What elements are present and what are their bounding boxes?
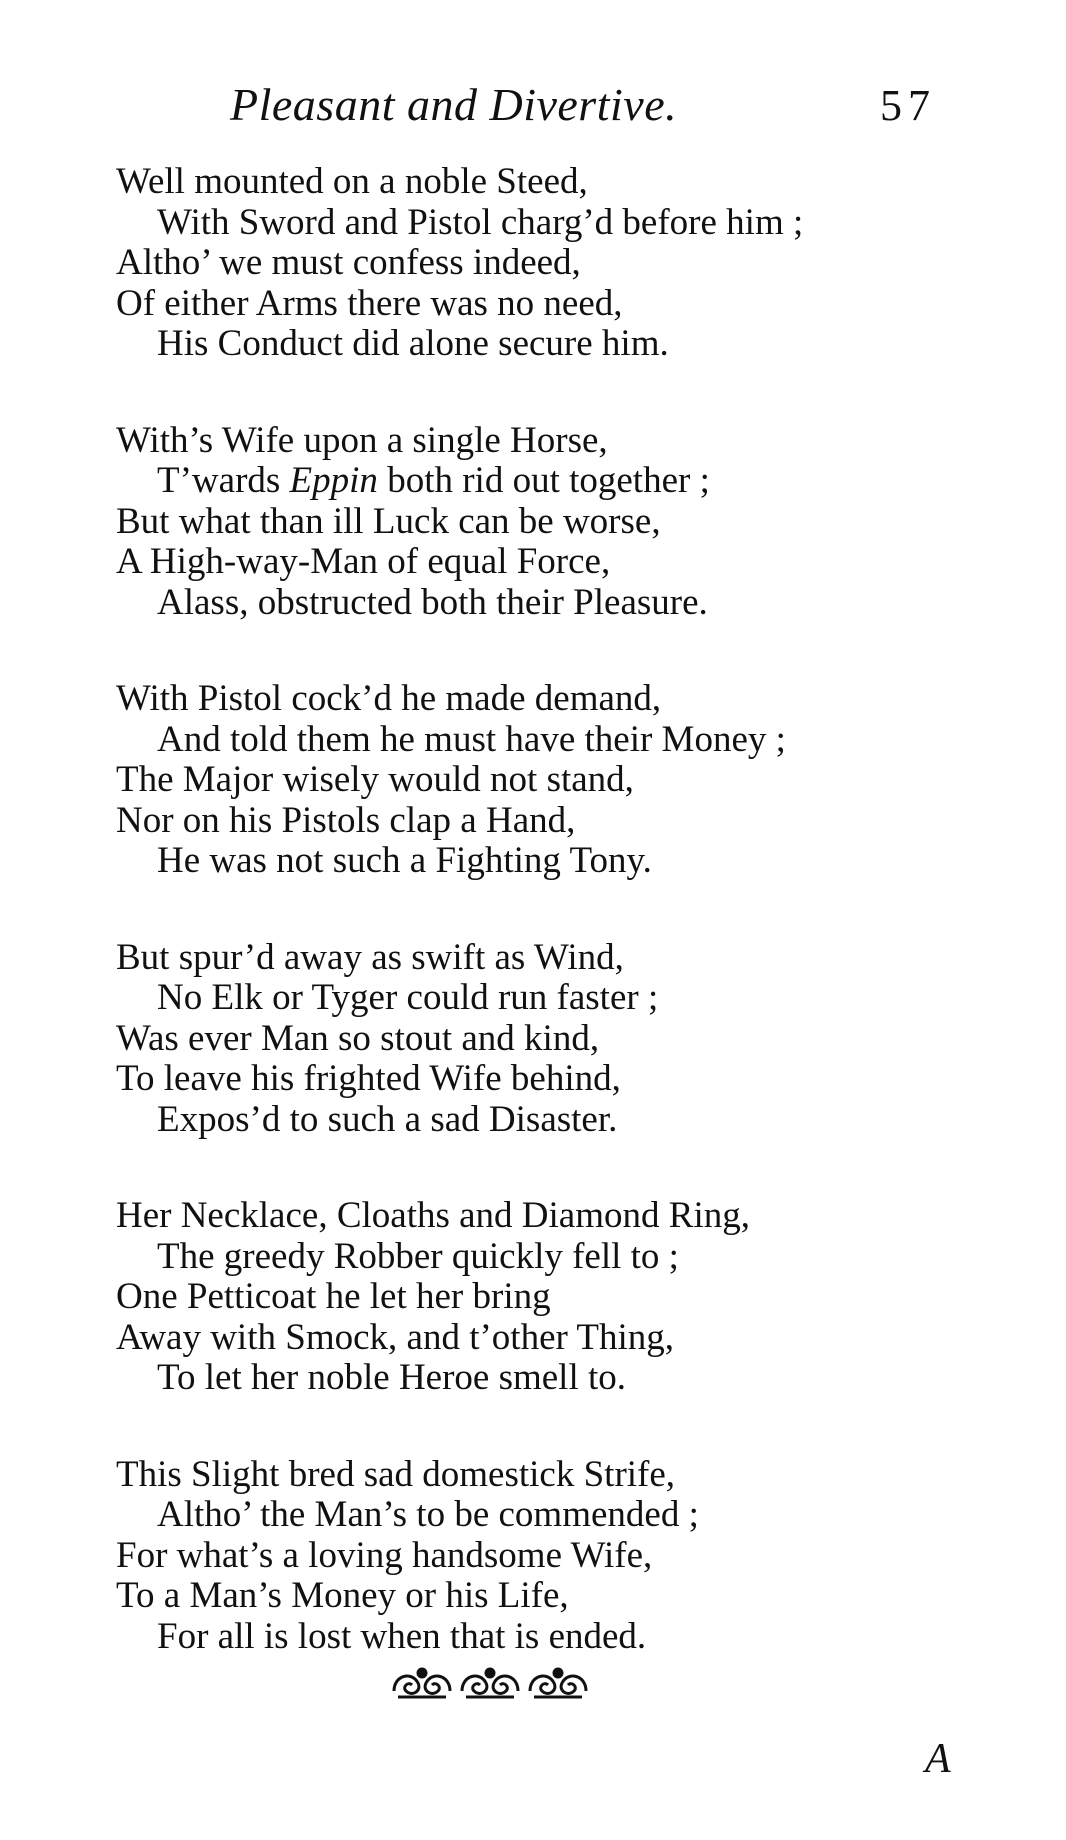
stanza [116,162,996,365]
poem-line: But what than ill Luck can be worse, [116,500,661,542]
poem-line: To let her noble Heroe smell to. [157,1357,627,1398]
line-text: both rid out together ; [377,460,710,501]
poem-line: Her Necklace, Cloaths and Diamond Ring, [116,1195,750,1236]
ornament-unit [462,1669,518,1697]
poem-line: No Elk or Tyger could run faster ; [157,977,659,1018]
poem-line: He was not such a Fighting Tony. [157,840,652,881]
poem-line: To a Man’s Money or his Life, [116,1575,569,1616]
poem-line: The greedy Robber quickly fell to ; [157,1235,679,1277]
poem-line: Altho’ the Man’s to be commended ; [157,1494,699,1535]
fleuron-ornament-icon [380,1661,600,1705]
ornament-unit [394,1669,450,1697]
catchword: A [925,1736,951,1782]
poem-line: And told them he must have their Money ; [157,718,786,760]
poem-line: His Conduct did alone secure him. [157,323,669,364]
poem-line: Well mounted on a noble Steed, [116,161,588,202]
poem-line: For all is lost when that is ended. [157,1615,647,1657]
poem [116,162,996,1713]
stanza [116,1455,996,1658]
poem-line: For what’s a loving handsome Wife, [116,1534,653,1576]
running-title: Pleasant and Divertive. [230,79,678,130]
poem-line: One Petticoat he let her bring [116,1276,551,1317]
poem-line: With’s Wife upon a single Horse, [116,419,608,461]
poem-line [116,461,996,502]
line-text: T’wards [157,460,290,501]
poem-line: Of either Arms there was no need, [116,282,623,324]
poem-line: Was ever Man so stout and kind, [116,1017,600,1059]
poem-line: With Pistol cock’d he made demand, [116,678,662,719]
stanza [116,1196,996,1399]
poem-line: Altho’ we must confess indeed, [116,242,581,283]
italic-place-name: Eppin [289,460,378,501]
poem-line: Away with Smock, and t’other Thing, [116,1316,675,1358]
poem-line: Nor on his Pistols clap a Hand, [116,799,576,841]
poem-line: Expos’d to such a sad Disaster. [157,1098,618,1140]
poem-line: To leave his frighted Wife behind, [116,1058,621,1099]
poem-line: Alass, obstructed both their Pleasure. [157,581,708,623]
poem-line: A High-way-Man of equal Force, [116,541,611,582]
page-number: 57 [880,81,936,130]
poem-line: But spur’d away as swift as Wind, [116,936,624,978]
poem-line: This Slight bred sad domestick Strife, [116,1453,676,1495]
stanza [116,938,996,1141]
stanza [116,421,996,624]
ornament-unit [530,1669,586,1697]
stanza [116,679,996,882]
poem-line: The Major wisely would not stand, [116,759,634,800]
poem-line: With Sword and Pistol charg’d before him ; [157,201,804,243]
